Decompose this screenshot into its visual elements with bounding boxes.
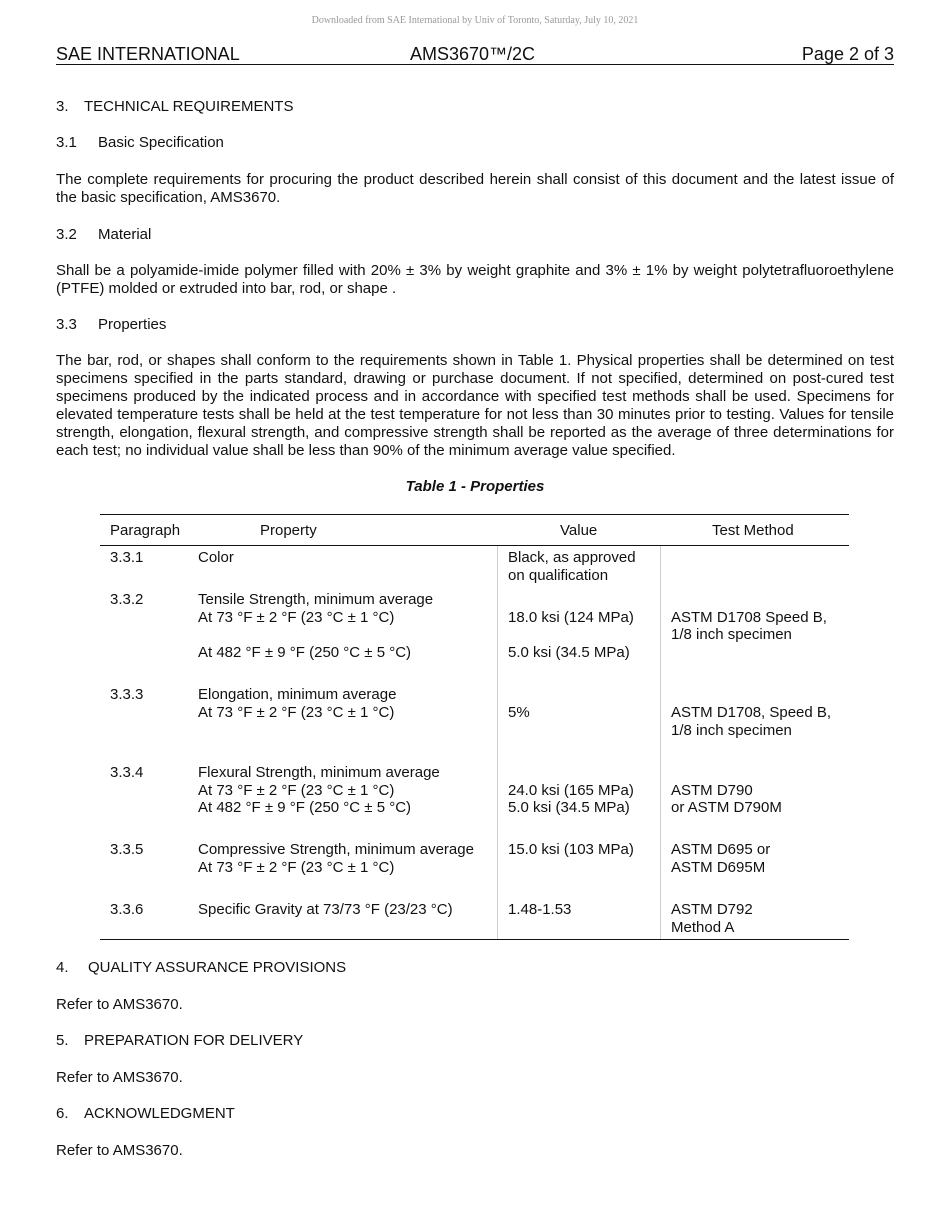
row-method-line: ASTM D792 [671, 901, 753, 918]
section-3-2-text: Shall be a polyamide-imide polymer filled with 20% ± 3% by weight graphite and 3% ± 1% by weight polytetrafluoroethylene (PTFE) molded or extruded into bar, rod, or shape . [56, 262, 894, 297]
section-title: Material [98, 226, 152, 243]
page-header [56, 44, 894, 65]
row-paragraph: 3.3.2 [110, 591, 144, 608]
row-property-line: Color [198, 549, 234, 566]
section-title: Basic Specification [98, 134, 224, 151]
section-title: ACKNOWLEDGMENT [84, 1105, 235, 1122]
section-title: PREPARATION FOR DELIVERY [84, 1032, 304, 1049]
row-property-line: At 73 °F ± 2 °F (23 °C ± 1 °C) [198, 704, 395, 721]
section-3-1-text: The complete requirements for procuring the product described herein shall consist of this document and the latest issue of the basic specification, AMS3670. [56, 171, 894, 206]
section-number: 3. [56, 98, 69, 115]
section-number: 3.2 [56, 226, 77, 243]
section-4-text: Refer to AMS3670. [56, 996, 183, 1013]
row-value-line: 5% [508, 704, 530, 721]
row-method-line: ASTM D695M [671, 859, 766, 876]
row-method-line: ASTM D790 [671, 782, 753, 799]
section-title: TECHNICAL REQUIREMENTS [84, 98, 294, 115]
column-separator [660, 546, 661, 939]
row-method-line: Method A [671, 919, 735, 936]
section-title: QUALITY ASSURANCE PROVISIONS [88, 959, 347, 976]
row-value-line: Black, as approved [508, 549, 636, 566]
row-property-line: At 73 °F ± 2 °F (23 °C ± 1 °C) [198, 609, 395, 626]
section-6-text: Refer to AMS3670. [56, 1142, 183, 1159]
header-organization: SAE INTERNATIONAL [56, 44, 240, 64]
section-number: 3.3 [56, 316, 77, 333]
row-value-line: 15.0 ksi (103 MPa) [508, 841, 634, 858]
section-3-heading [56, 98, 293, 115]
row-property-line: At 73 °F ± 2 °F (23 °C ± 1 °C) [198, 859, 395, 876]
row-property-line: At 73 °F ± 2 °F (23 °C ± 1 °C) [198, 782, 395, 799]
section-4-heading [56, 959, 346, 976]
row-property-line: Specific Gravity at 73/73 °F (23/23 °C) [198, 901, 453, 918]
section-3-3-text: The bar, rod, or shapes shall conform to the requirements shown in Table 1. Physical properties shall be determined on test specimens specified in the parts standard, drawing or purchase document. If not specified, determined on post-cured test specimens produced by the indicated process and in accordance with specified test methods shall be used. Specimens for elevated temperature tests shall be held at the test temperature for not less than 30 minutes prior to testing. Values for tensile strength, elongation, flexural strength, and compressive strength shall be reported as the average of three determinations for each test; no individual value shall be less than 90% of the minimum average value specified. [56, 352, 894, 459]
row-method-line: ASTM D1708, Speed B, [671, 704, 832, 721]
section-5-text: Refer to AMS3670. [56, 1069, 183, 1086]
section-number: 4. [56, 959, 69, 976]
section-3-3-heading [56, 316, 166, 333]
row-property-line: At 482 °F ± 9 °F (250 °C ± 5 °C) [198, 799, 412, 816]
row-method-line: ASTM D695 or [671, 841, 771, 858]
header-property: Property [260, 522, 317, 539]
row-paragraph: 3.3.5 [110, 841, 144, 858]
row-value-line: 5.0 ksi (34.5 MPa) [508, 799, 630, 816]
section-number: 3.1 [56, 134, 77, 151]
row-property-line: Flexural Strength, minimum average [198, 764, 440, 781]
column-separator [497, 546, 498, 939]
header-page-number: Page 2 of 3 [801, 44, 894, 64]
download-watermark: Downloaded from SAE International by Univ of Toronto, Saturday, July 10, 2021 [311, 15, 639, 26]
table-caption: Table 1 - Properties [405, 478, 545, 495]
row-method-line: or ASTM D790M [671, 799, 782, 816]
table-top-rule [100, 514, 849, 515]
header-value: Value [560, 522, 598, 539]
section-5-heading [56, 1032, 303, 1049]
properties-table [100, 514, 849, 940]
row-method-line: ASTM D1708 Speed B, [671, 609, 827, 626]
row-property-line: Tensile Strength, minimum average [198, 591, 434, 608]
row-method-line: 1/8 inch specimen [671, 722, 792, 739]
row-method-line: 1/8 inch specimen [671, 626, 792, 643]
section-title: Properties [98, 316, 167, 333]
header-paragraph: Paragraph [110, 522, 181, 539]
row-value-line: 5.0 ksi (34.5 MPa) [508, 644, 630, 661]
section-3-1-heading [56, 134, 224, 151]
row-paragraph: 3.3.3 [110, 686, 144, 703]
row-value-line: 18.0 ksi (124 MPa) [508, 609, 634, 626]
row-property-line: Elongation, minimum average [198, 686, 397, 703]
header-test-method: Test Method [712, 522, 794, 539]
section-6-heading [56, 1105, 235, 1122]
table-header-rule [100, 545, 849, 546]
row-value-line: 24.0 ksi (165 MPa) [508, 782, 634, 799]
row-value-line: 1.48-1.53 [508, 901, 572, 918]
row-paragraph: 3.3.1 [110, 549, 144, 566]
row-value-line: on qualification [508, 567, 609, 584]
row-property-line: Compressive Strength, minimum average [198, 841, 474, 858]
section-number: 5. [56, 1032, 69, 1049]
row-paragraph: 3.3.4 [110, 764, 144, 781]
section-number: 6. [56, 1105, 69, 1122]
row-paragraph: 3.3.6 [110, 901, 144, 918]
table-bottom-rule [100, 939, 849, 940]
header-document-number: AMS3670™/2C [410, 44, 536, 64]
row-property-line: At 482 °F ± 9 °F (250 °C ± 5 °C) [198, 644, 412, 661]
section-3-2-heading [56, 226, 151, 243]
